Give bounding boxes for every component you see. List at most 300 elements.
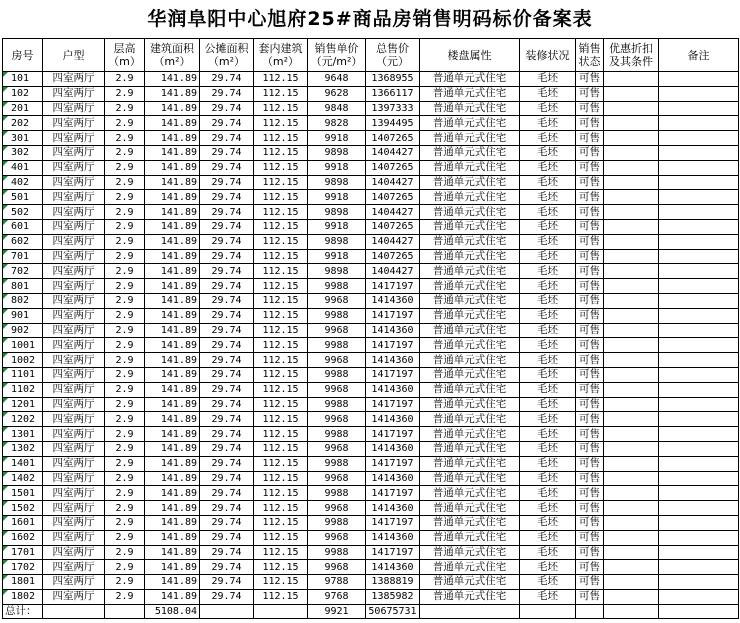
property-type: 普通单元式住宅 — [420, 249, 520, 264]
room-number: 702 — [3, 264, 43, 279]
floor-height: 2.9 — [105, 486, 145, 501]
unit-type: 四室两厅 — [43, 175, 105, 190]
unit-type: 四室两厅 — [43, 205, 105, 220]
decoration-status: 毛坯 — [520, 145, 576, 160]
floor-height: 2.9 — [105, 575, 145, 590]
room-number: 1502 — [3, 501, 43, 516]
room-number: 202 — [3, 116, 43, 131]
inner-area: 112.15 — [254, 249, 308, 264]
total-price: 1417197 — [366, 486, 420, 501]
build-area: 141.89 — [145, 249, 200, 264]
sale-status: 可售 — [576, 190, 604, 205]
floor-height: 2.9 — [105, 382, 145, 397]
room-number: 1002 — [3, 353, 43, 368]
property-type: 普通单元式住宅 — [420, 560, 520, 575]
total-price: 1414360 — [366, 323, 420, 338]
remark-cell — [659, 575, 739, 590]
build-area: 141.89 — [145, 234, 200, 249]
unit-type: 四室两厅 — [43, 308, 105, 323]
table-row — [3, 530, 739, 545]
discount-cell — [604, 175, 659, 190]
build-area: 141.89 — [145, 560, 200, 575]
shared-area: 29.74 — [200, 249, 254, 264]
unit-type: 四室两厅 — [43, 249, 105, 264]
header-remark: 备注 — [659, 39, 739, 72]
discount-cell — [604, 560, 659, 575]
property-type: 普通单元式住宅 — [420, 530, 520, 545]
property-type: 普通单元式住宅 — [420, 308, 520, 323]
discount-cell — [604, 367, 659, 382]
remark-cell — [659, 249, 739, 264]
decoration-status: 毛坯 — [520, 279, 576, 294]
remark-cell — [659, 175, 739, 190]
property-type: 普通单元式住宅 — [420, 486, 520, 501]
unit-price: 9898 — [308, 205, 366, 220]
discount-cell — [604, 249, 659, 264]
decoration-status: 毛坯 — [520, 471, 576, 486]
total-price: 1366117 — [366, 86, 420, 101]
shared-area: 29.74 — [200, 456, 254, 471]
build-area: 141.89 — [145, 501, 200, 516]
property-type: 普通单元式住宅 — [420, 501, 520, 516]
unit-price: 9768 — [308, 589, 366, 604]
sale-status: 可售 — [576, 101, 604, 116]
floor-height: 2.9 — [105, 145, 145, 160]
discount-cell — [604, 116, 659, 131]
floor-height: 2.9 — [105, 101, 145, 116]
inner-area: 112.15 — [254, 86, 308, 101]
floor-height: 2.9 — [105, 545, 145, 560]
unit-price: 9988 — [308, 279, 366, 294]
room-number: 301 — [3, 131, 43, 146]
shared-area: 29.74 — [200, 308, 254, 323]
unit-type: 四室两厅 — [43, 427, 105, 442]
unit-type: 四室两厅 — [43, 264, 105, 279]
decoration-status: 毛坯 — [520, 131, 576, 146]
room-number: 801 — [3, 279, 43, 294]
floor-height: 2.9 — [105, 131, 145, 146]
sale-status: 可售 — [576, 560, 604, 575]
room-number: 502 — [3, 205, 43, 220]
discount-cell — [604, 131, 659, 146]
build-area: 141.89 — [145, 86, 200, 101]
unit-type: 四室两厅 — [43, 456, 105, 471]
floor-height: 2.9 — [105, 441, 145, 456]
sale-status: 可售 — [576, 456, 604, 471]
decoration-status: 毛坯 — [520, 501, 576, 516]
room-number: 1702 — [3, 560, 43, 575]
unit-price: 9968 — [308, 323, 366, 338]
unit-price: 9968 — [308, 382, 366, 397]
decoration-status: 毛坯 — [520, 264, 576, 279]
total-row — [3, 604, 739, 618]
build-area: 141.89 — [145, 116, 200, 131]
property-type: 普通单元式住宅 — [420, 234, 520, 249]
remark-cell — [659, 264, 739, 279]
shared-area: 29.74 — [200, 338, 254, 353]
decoration-status: 毛坯 — [520, 353, 576, 368]
property-type: 普通单元式住宅 — [420, 471, 520, 486]
unit-type: 四室两厅 — [43, 397, 105, 412]
unit-type: 四室两厅 — [43, 486, 105, 501]
header-room: 房号 — [3, 39, 43, 72]
discount-cell — [604, 471, 659, 486]
shared-area: 29.74 — [200, 293, 254, 308]
unit-type: 四室两厅 — [43, 589, 105, 604]
remark-cell — [659, 515, 739, 530]
unit-price: 9988 — [308, 545, 366, 560]
inner-area: 112.15 — [254, 471, 308, 486]
header-decoration: 装修状况 — [520, 39, 576, 72]
table-row — [3, 589, 739, 604]
table-row — [3, 160, 739, 175]
sale-status: 可售 — [576, 219, 604, 234]
total-label: 总计： — [3, 604, 43, 618]
discount-cell — [604, 338, 659, 353]
sale-status: 可售 — [576, 471, 604, 486]
remark-cell — [659, 486, 739, 501]
total-build-area: 5108.04 — [145, 604, 200, 618]
build-area: 141.89 — [145, 219, 200, 234]
floor-height: 2.9 — [105, 219, 145, 234]
floor-height: 2.9 — [105, 560, 145, 575]
decoration-status: 毛坯 — [520, 545, 576, 560]
total-price: 1407265 — [366, 249, 420, 264]
build-area: 141.89 — [145, 308, 200, 323]
sale-status: 可售 — [576, 279, 604, 294]
floor-height: 2.9 — [105, 175, 145, 190]
sale-status: 可售 — [576, 323, 604, 338]
room-number: 1701 — [3, 545, 43, 560]
build-area: 141.89 — [145, 293, 200, 308]
build-area: 141.89 — [145, 412, 200, 427]
discount-cell — [604, 219, 659, 234]
remark-cell — [659, 530, 739, 545]
table-row — [3, 101, 739, 116]
shared-area: 29.74 — [200, 471, 254, 486]
sale-status: 可售 — [576, 367, 604, 382]
total-price: 1417197 — [366, 515, 420, 530]
table-row — [3, 145, 739, 160]
discount-cell — [604, 353, 659, 368]
room-number: 1801 — [3, 575, 43, 590]
discount-cell — [604, 382, 659, 397]
unit-type: 四室两厅 — [43, 101, 105, 116]
sale-status: 可售 — [576, 486, 604, 501]
floor-height: 2.9 — [105, 501, 145, 516]
property-type: 普通单元式住宅 — [420, 397, 520, 412]
decoration-status: 毛坯 — [520, 249, 576, 264]
total-price: 1414360 — [366, 441, 420, 456]
inner-area: 112.15 — [254, 264, 308, 279]
decoration-status: 毛坯 — [520, 515, 576, 530]
remark-cell — [659, 338, 739, 353]
sale-status: 可售 — [576, 160, 604, 175]
property-type: 普通单元式住宅 — [420, 367, 520, 382]
discount-cell — [604, 72, 659, 87]
table-row — [3, 471, 739, 486]
property-type: 普通单元式住宅 — [420, 72, 520, 87]
room-number: 302 — [3, 145, 43, 160]
floor-height: 2.9 — [105, 264, 145, 279]
table-row — [3, 382, 739, 397]
inner-area: 112.15 — [254, 382, 308, 397]
room-number: 102 — [3, 86, 43, 101]
property-type: 普通单元式住宅 — [420, 456, 520, 471]
decoration-status: 毛坯 — [520, 72, 576, 87]
table-row — [3, 131, 739, 146]
inner-area: 112.15 — [254, 116, 308, 131]
floor-height: 2.9 — [105, 515, 145, 530]
inner-area: 112.15 — [254, 160, 308, 175]
inner-area: 112.15 — [254, 486, 308, 501]
room-number: 1301 — [3, 427, 43, 442]
decoration-status: 毛坯 — [520, 338, 576, 353]
table-row — [3, 441, 739, 456]
header-shared-area: 公摊面积（m²） — [200, 39, 254, 72]
floor-height: 2.9 — [105, 293, 145, 308]
shared-area: 29.74 — [200, 264, 254, 279]
decoration-status: 毛坯 — [520, 234, 576, 249]
total-unit-price: 9921 — [308, 604, 366, 618]
unit-price: 9918 — [308, 131, 366, 146]
table-row — [3, 515, 739, 530]
unit-price: 9898 — [308, 175, 366, 190]
sale-status: 可售 — [576, 338, 604, 353]
remark-cell — [659, 589, 739, 604]
unit-price: 9848 — [308, 101, 366, 116]
build-area: 141.89 — [145, 323, 200, 338]
inner-area: 112.15 — [254, 367, 308, 382]
inner-area: 112.15 — [254, 175, 308, 190]
room-number: 701 — [3, 249, 43, 264]
header-height: 层高（m） — [105, 39, 145, 72]
unit-price: 9968 — [308, 530, 366, 545]
unit-price: 9988 — [308, 367, 366, 382]
unit-type: 四室两厅 — [43, 160, 105, 175]
floor-height: 2.9 — [105, 427, 145, 442]
remark-cell — [659, 131, 739, 146]
unit-type: 四室两厅 — [43, 353, 105, 368]
total-price: 1417197 — [366, 308, 420, 323]
room-number: 1601 — [3, 515, 43, 530]
total-price: 50675731 — [366, 604, 420, 618]
build-area: 141.89 — [145, 160, 200, 175]
header-row — [3, 39, 739, 72]
property-type: 普通单元式住宅 — [420, 575, 520, 590]
total-price: 1407265 — [366, 160, 420, 175]
floor-height: 2.9 — [105, 471, 145, 486]
unit-type: 四室两厅 — [43, 575, 105, 590]
table-row — [3, 308, 739, 323]
discount-cell — [604, 501, 659, 516]
unit-price: 9968 — [308, 501, 366, 516]
remark-cell — [659, 397, 739, 412]
unit-type: 四室两厅 — [43, 471, 105, 486]
unit-price: 9918 — [308, 190, 366, 205]
remark-cell — [659, 234, 739, 249]
floor-height: 2.9 — [105, 205, 145, 220]
total-price: 1404427 — [366, 264, 420, 279]
shared-area: 29.74 — [200, 353, 254, 368]
header-build-area: 建筑面积（m²） — [145, 39, 200, 72]
property-type: 普通单元式住宅 — [420, 515, 520, 530]
shared-area: 29.74 — [200, 441, 254, 456]
discount-cell — [604, 441, 659, 456]
table-row — [3, 219, 739, 234]
table-row — [3, 205, 739, 220]
table-row — [3, 427, 739, 442]
remark-cell — [659, 501, 739, 516]
inner-area: 112.15 — [254, 412, 308, 427]
price-table — [2, 38, 739, 619]
decoration-status: 毛坯 — [520, 367, 576, 382]
build-area: 141.89 — [145, 575, 200, 590]
property-type: 普通单元式住宅 — [420, 86, 520, 101]
total-price: 1388819 — [366, 575, 420, 590]
unit-price: 9918 — [308, 219, 366, 234]
discount-cell — [604, 323, 659, 338]
floor-height: 2.9 — [105, 116, 145, 131]
property-type: 普通单元式住宅 — [420, 382, 520, 397]
shared-area: 29.74 — [200, 367, 254, 382]
total-price: 1414360 — [366, 353, 420, 368]
sale-status: 可售 — [576, 412, 604, 427]
build-area: 141.89 — [145, 131, 200, 146]
unit-type: 四室两厅 — [43, 530, 105, 545]
inner-area: 112.15 — [254, 293, 308, 308]
build-area: 141.89 — [145, 353, 200, 368]
room-number: 401 — [3, 160, 43, 175]
table-row — [3, 560, 739, 575]
shared-area: 29.74 — [200, 575, 254, 590]
unit-price: 9988 — [308, 338, 366, 353]
sale-status: 可售 — [576, 145, 604, 160]
inner-area: 112.15 — [254, 131, 308, 146]
unit-type: 四室两厅 — [43, 501, 105, 516]
build-area: 141.89 — [145, 382, 200, 397]
remark-cell — [659, 101, 739, 116]
total-price: 1404427 — [366, 145, 420, 160]
shared-area: 29.74 — [200, 72, 254, 87]
decoration-status: 毛坯 — [520, 101, 576, 116]
room-number: 602 — [3, 234, 43, 249]
sale-status: 可售 — [576, 249, 604, 264]
decoration-status: 毛坯 — [520, 308, 576, 323]
decoration-status: 毛坯 — [520, 397, 576, 412]
shared-area: 29.74 — [200, 397, 254, 412]
unit-price: 9898 — [308, 234, 366, 249]
decoration-status: 毛坯 — [520, 560, 576, 575]
remark-cell — [659, 72, 739, 87]
remark-cell — [659, 427, 739, 442]
build-area: 141.89 — [145, 471, 200, 486]
shared-area: 29.74 — [200, 190, 254, 205]
sale-status: 可售 — [576, 205, 604, 220]
total-price: 1404427 — [366, 205, 420, 220]
sale-status: 可售 — [576, 427, 604, 442]
table-row — [3, 353, 739, 368]
unit-price: 9628 — [308, 86, 366, 101]
shared-area: 29.74 — [200, 515, 254, 530]
unit-type: 四室两厅 — [43, 515, 105, 530]
page-title: 华润阜阳中心旭府25#商品房销售明码标价备案表 — [147, 8, 593, 30]
build-area: 141.89 — [145, 486, 200, 501]
inner-area: 112.15 — [254, 234, 308, 249]
sale-status: 可售 — [576, 264, 604, 279]
remark-cell — [659, 471, 739, 486]
property-type: 普通单元式住宅 — [420, 205, 520, 220]
decoration-status: 毛坯 — [520, 575, 576, 590]
decoration-status: 毛坯 — [520, 86, 576, 101]
unit-price: 9898 — [308, 264, 366, 279]
decoration-status: 毛坯 — [520, 530, 576, 545]
property-type: 普通单元式住宅 — [420, 190, 520, 205]
remark-cell — [659, 441, 739, 456]
total-price: 1417197 — [366, 338, 420, 353]
room-number: 1102 — [3, 382, 43, 397]
table-row — [3, 486, 739, 501]
table-row — [3, 456, 739, 471]
sale-status: 可售 — [576, 575, 604, 590]
unit-price: 9968 — [308, 412, 366, 427]
discount-cell — [604, 397, 659, 412]
unit-price: 9988 — [308, 515, 366, 530]
discount-cell — [604, 190, 659, 205]
floor-height: 2.9 — [105, 308, 145, 323]
shared-area: 29.74 — [200, 205, 254, 220]
table-row — [3, 190, 739, 205]
total-price: 1414360 — [366, 471, 420, 486]
decoration-status: 毛坯 — [520, 589, 576, 604]
unit-type: 四室两厅 — [43, 145, 105, 160]
discount-cell — [604, 589, 659, 604]
room-number: 1101 — [3, 367, 43, 382]
build-area: 141.89 — [145, 589, 200, 604]
shared-area: 29.74 — [200, 86, 254, 101]
shared-area: 29.74 — [200, 131, 254, 146]
discount-cell — [604, 101, 659, 116]
build-area: 141.89 — [145, 145, 200, 160]
unit-price: 9648 — [308, 72, 366, 87]
unit-price: 9968 — [308, 441, 366, 456]
inner-area: 112.15 — [254, 219, 308, 234]
total-price: 1407265 — [366, 219, 420, 234]
shared-area: 29.74 — [200, 427, 254, 442]
total-price: 1407265 — [366, 190, 420, 205]
discount-cell — [604, 205, 659, 220]
unit-type: 四室两厅 — [43, 234, 105, 249]
sale-status: 可售 — [576, 397, 604, 412]
remark-cell — [659, 560, 739, 575]
shared-area: 29.74 — [200, 160, 254, 175]
floor-height: 2.9 — [105, 72, 145, 87]
shared-area: 29.74 — [200, 279, 254, 294]
property-type: 普通单元式住宅 — [420, 160, 520, 175]
inner-area: 112.15 — [254, 279, 308, 294]
sale-status: 可售 — [576, 293, 604, 308]
discount-cell — [604, 515, 659, 530]
decoration-status: 毛坯 — [520, 175, 576, 190]
table-row — [3, 338, 739, 353]
property-type: 普通单元式住宅 — [420, 219, 520, 234]
remark-cell — [659, 367, 739, 382]
decoration-status: 毛坯 — [520, 116, 576, 131]
shared-area: 29.74 — [200, 175, 254, 190]
remark-cell — [659, 412, 739, 427]
room-number: 601 — [3, 219, 43, 234]
property-type: 普通单元式住宅 — [420, 589, 520, 604]
